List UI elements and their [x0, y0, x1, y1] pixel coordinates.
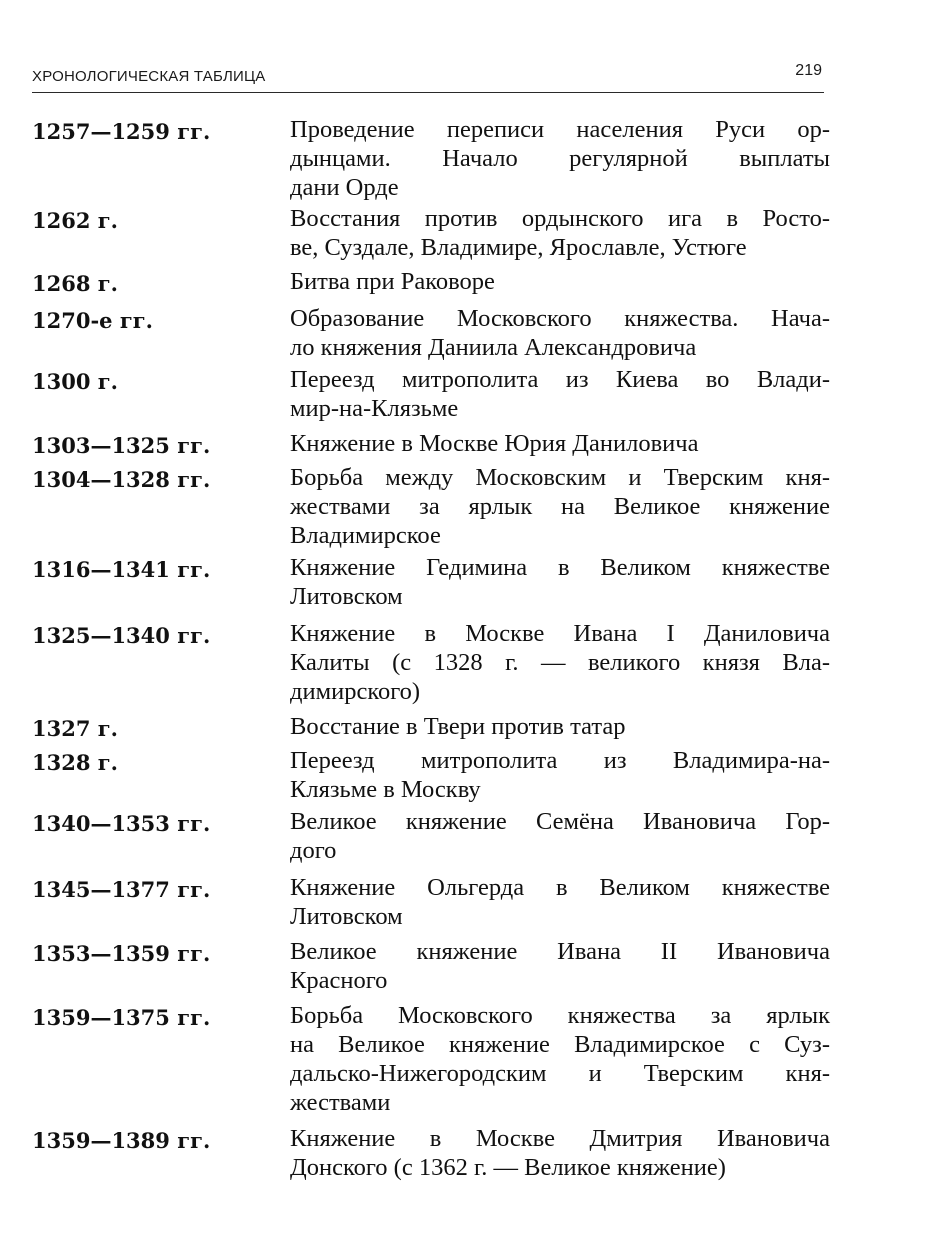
event-line: Литовском	[290, 903, 403, 930]
event-line: жествами	[290, 1089, 391, 1116]
event-date: 1268 г.	[32, 271, 118, 296]
table-row	[32, 619, 832, 706]
event-description	[290, 807, 830, 865]
event-date: 1353—1359 гг.	[32, 941, 211, 966]
table-row	[32, 429, 832, 460]
event-description	[290, 267, 830, 296]
event-line: Владимирское	[290, 522, 441, 549]
event-description	[290, 873, 830, 931]
event-line: Переезд митрополита из Киева во Влади-	[290, 366, 830, 393]
event-description	[290, 553, 830, 611]
table-row	[32, 1001, 832, 1117]
table-row	[32, 937, 832, 995]
event-line: Борьба Московского княжества за ярлык	[290, 1002, 830, 1029]
event-date: 1304—1328 гг.	[32, 467, 211, 492]
event-description	[290, 1124, 830, 1182]
table-row	[32, 463, 832, 550]
page-number: 219	[795, 62, 822, 79]
event-date: 1340—1353 гг.	[32, 811, 211, 836]
event-date: 1257—1259 гг.	[32, 119, 211, 144]
event-line: Великое княжение Ивана II Ивановича	[290, 938, 830, 965]
event-description	[290, 365, 830, 423]
event-line: Восстания против ордынского ига в Росто-	[290, 205, 830, 232]
chronology-table	[32, 115, 832, 1182]
event-date: 1303—1325 гг.	[32, 433, 211, 458]
table-row	[32, 746, 832, 804]
table-row	[32, 304, 832, 362]
event-line: ве, Суздале, Владимире, Ярославле, Устюге	[290, 234, 747, 261]
event-line: Переезд митрополита из Владимира-на-	[290, 747, 830, 774]
table-row	[32, 553, 832, 611]
event-description	[290, 937, 830, 995]
event-line: Образование Московского княжества. Нача-	[290, 305, 830, 332]
event-line: Донского (с 1362 г. — Великое княжение)	[290, 1154, 726, 1181]
table-row	[32, 1124, 832, 1182]
event-line: Литовском	[290, 583, 403, 610]
event-date: 1316—1341 гг.	[32, 557, 211, 582]
running-header	[32, 62, 824, 93]
event-line: Княжение в Москве Дмитрия Ивановича	[290, 1125, 830, 1152]
event-line: Княжение в Москве Юрия Даниловича	[290, 430, 699, 457]
table-row	[32, 115, 832, 202]
event-date: 1345—1377 гг.	[32, 877, 211, 902]
event-description	[290, 429, 830, 458]
event-line: жествами за ярлык на Великое княжение	[290, 493, 830, 520]
table-row	[32, 807, 832, 865]
event-date: 1359—1389 гг.	[32, 1128, 211, 1153]
event-description	[290, 619, 830, 706]
event-line: Клязьме в Москву	[290, 776, 481, 803]
event-description	[290, 463, 830, 550]
event-date: 1270-е гг.	[32, 308, 153, 333]
event-line: на Великое княжение Владимирское с Суз-	[290, 1031, 830, 1058]
event-line: дого	[290, 837, 337, 864]
event-description	[290, 1001, 830, 1117]
event-line: Княжение в Москве Ивана I Даниловича	[290, 620, 830, 647]
table-row	[32, 204, 832, 262]
event-line: Битва при Раковоре	[290, 268, 495, 295]
event-line: Великое княжение Семёна Ивановича Гор-	[290, 808, 830, 835]
event-description	[290, 115, 830, 202]
event-description	[290, 204, 830, 262]
event-date: 1262 г.	[32, 208, 118, 233]
event-line: ло княжения Даниила Александровича	[290, 334, 697, 361]
event-line: Красного	[290, 967, 388, 994]
event-date: 1327 г.	[32, 716, 118, 741]
table-row	[32, 712, 832, 743]
section-title: ХРОНОЛОГИЧЕСКАЯ ТАБЛИЦА	[32, 68, 266, 85]
event-date: 1359—1375 гг.	[32, 1005, 211, 1030]
table-row	[32, 365, 832, 423]
event-date: 1328 г.	[32, 750, 118, 775]
event-line: дальско-Нижегородским и Тверским кня-	[290, 1060, 830, 1087]
event-line: дынцами. Начало регулярной выплаты	[290, 145, 830, 172]
event-line: Княжение Гедимина в Великом княжестве	[290, 554, 830, 581]
event-line: Борьба между Московским и Тверским кня-	[290, 464, 830, 491]
event-description	[290, 712, 830, 741]
event-line: Проведение переписи населения Руси ор-	[290, 116, 830, 143]
event-line: Восстание в Твери против татар	[290, 713, 626, 740]
table-row	[32, 873, 832, 931]
event-line: мир-на-Клязьме	[290, 395, 459, 422]
event-line: димирского)	[290, 678, 421, 705]
event-date: 1300 г.	[32, 369, 118, 394]
table-row	[32, 267, 832, 298]
event-line: дани Орде	[290, 174, 399, 201]
event-description	[290, 304, 830, 362]
event-line: Калиты (с 1328 г. — великого князя Вла-	[290, 649, 830, 676]
event-date: 1325—1340 гг.	[32, 623, 211, 648]
event-line: Княжение Ольгерда в Великом княжестве	[290, 874, 830, 901]
event-description	[290, 746, 830, 804]
